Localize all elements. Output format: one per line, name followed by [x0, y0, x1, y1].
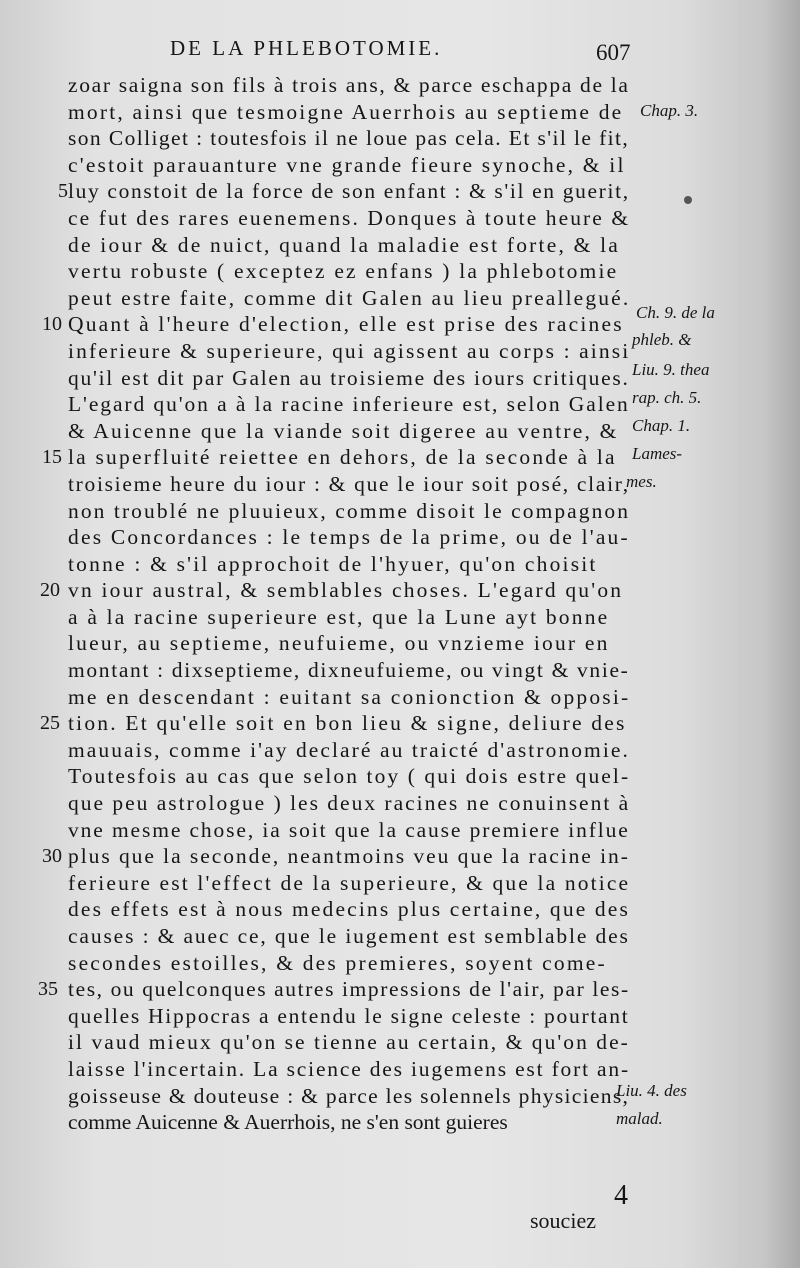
- text-line: non troublé ne pluuieux, comme disoit le compagnon: [68, 498, 631, 523]
- text-line: son Colliget : toutesfois il ne loue pas cela. Et s'il le fit,: [68, 126, 630, 151]
- text-line: me en descendant : euitant sa conionction & opposi-: [68, 684, 631, 709]
- catchword: souciez: [530, 1208, 596, 1233]
- signature-mark: 4: [614, 1180, 628, 1211]
- running-head: DE LA PHLEBOTOMIE.: [170, 36, 443, 60]
- marginal-note: phleb. &: [632, 330, 692, 349]
- text-line: & Auicenne que la viande soit digeree au ventre, &: [68, 418, 619, 443]
- text-line: Quant à l'heure d'election, elle est prise des racines: [68, 312, 624, 337]
- text-line: que peu astrologue ) les deux racines ne conuinsent à: [68, 791, 631, 816]
- marginal-note: rap. ch. 5.: [632, 388, 702, 407]
- line-number: 30: [42, 845, 62, 867]
- marginal-note: mes.: [626, 472, 657, 491]
- text-line: inferieure & superieure, qui agissent au corps : ainsi: [68, 338, 631, 363]
- text-line: lueur, au septieme, neufuieme, ou vnzieme iour en: [68, 631, 610, 656]
- text-line: de iour & de nuict, quand la maladie est forte, & la: [68, 232, 621, 257]
- line-number: 35: [38, 978, 58, 1000]
- text-line: causes : & auec ce, que le iugement est semblable des: [68, 924, 630, 948]
- text-line: ferieure est l'effect de la superieure, & que la notice: [68, 870, 631, 895]
- marginal-note: Liu. 4. des: [616, 1081, 687, 1100]
- text-line: mort, ainsi que tesmoigne Auerrhois au septieme de: [68, 99, 624, 124]
- line-number: 15: [42, 446, 62, 468]
- marginal-note: Lames-: [632, 444, 683, 463]
- text-line: L'egard qu'on a à la racine inferieure est, selon Galen: [68, 392, 630, 417]
- text-line: peut estre faite, comme dit Galen au lieu preallegué.: [68, 285, 631, 310]
- text-line: la superfluité reiettee en dehors, de la seconde à la: [68, 445, 617, 470]
- text-line: c'estoit parauanture vne grande fieure synoche, & il: [68, 152, 626, 177]
- body-text: [68, 72, 634, 1136]
- text-line: tes, ou quelconques autres impressions de l'air, par les-: [68, 977, 630, 1002]
- text-line: tonne : & s'il approchoit de l'hyuer, qu'on choisit: [68, 551, 598, 576]
- page-edge-shadow: [764, 0, 800, 1268]
- text-line: vertu robuste ( exceptez ez enfans ) la phlebotomie: [68, 259, 619, 284]
- line-number: 5: [58, 180, 68, 202]
- text-line: il vaud mieux qu'on se tienne au certain, & qu'on de-: [68, 1030, 630, 1055]
- text-line: vn iour austral, & semblables choses. L'egard qu'on: [68, 578, 624, 603]
- text-line: comme Auicenne & Auerrhois, ne s'en sont guieres: [68, 1110, 508, 1135]
- text-line: quelles Hippocras a entendu le signe celeste : pourtant: [68, 1003, 630, 1028]
- text-line: tion. Et qu'elle soit en bon lieu & signe, deliure des: [68, 711, 627, 736]
- text-line: ce fut des rares euenemens. Donques à toute heure &: [68, 205, 631, 230]
- marginal-note: Chap. 3.: [640, 101, 699, 120]
- text-line: vne mesme chose, ia soit que la cause premiere influe: [68, 817, 630, 842]
- text-line: mauuais, comme i'ay declaré au traicté d'astronomie.: [68, 737, 630, 762]
- text-line: Toutesfois au cas que selon toy ( qui dois estre quel-: [68, 764, 631, 789]
- text-line: montant : dixseptieme, dixneufuieme, ou vingt & vnie-: [68, 658, 630, 683]
- line-number: 25: [40, 712, 60, 734]
- text-line: zoar saigna son fils à trois ans, & parce eschappa de la: [68, 73, 630, 97]
- text-line: troisieme heure du iour : & que le iour soit posé, clair,: [68, 471, 630, 496]
- text-line: des Concordances : le temps de la prime, ou de l'au-: [68, 525, 630, 550]
- text-line: des effets est à nous medecins plus certaine, que des: [68, 897, 630, 922]
- text-line: plus que la seconde, neantmoins veu que la racine in-: [68, 844, 630, 869]
- marginal-note: Liu. 9. thea: [632, 360, 710, 379]
- ink-spot: [684, 196, 692, 204]
- page-number: 607: [596, 40, 631, 65]
- text-line: laisse l'incertain. La science des iugemens est fort an-: [68, 1056, 630, 1081]
- text-line: luy constoit de la force de son enfant : & s'il en guerit,: [68, 179, 630, 204]
- text-line: secondes estoilles, & des premieres, soyent come-: [68, 950, 607, 975]
- text-line: goisseuse & douteuse : & parce les solennels physiciens,: [68, 1083, 630, 1108]
- marginal-note: Chap. 1.: [632, 416, 691, 435]
- marginal-note: malad.: [616, 1109, 663, 1128]
- marginal-note: Ch. 9. de la: [636, 303, 715, 322]
- text-line: qu'il est dit par Galen au troisieme des iours critiques.: [68, 365, 630, 390]
- line-number: 10: [42, 313, 62, 335]
- line-number: 20: [40, 579, 60, 601]
- text-line: a à la racine superieure est, que la Lune ayt bonne: [68, 604, 610, 629]
